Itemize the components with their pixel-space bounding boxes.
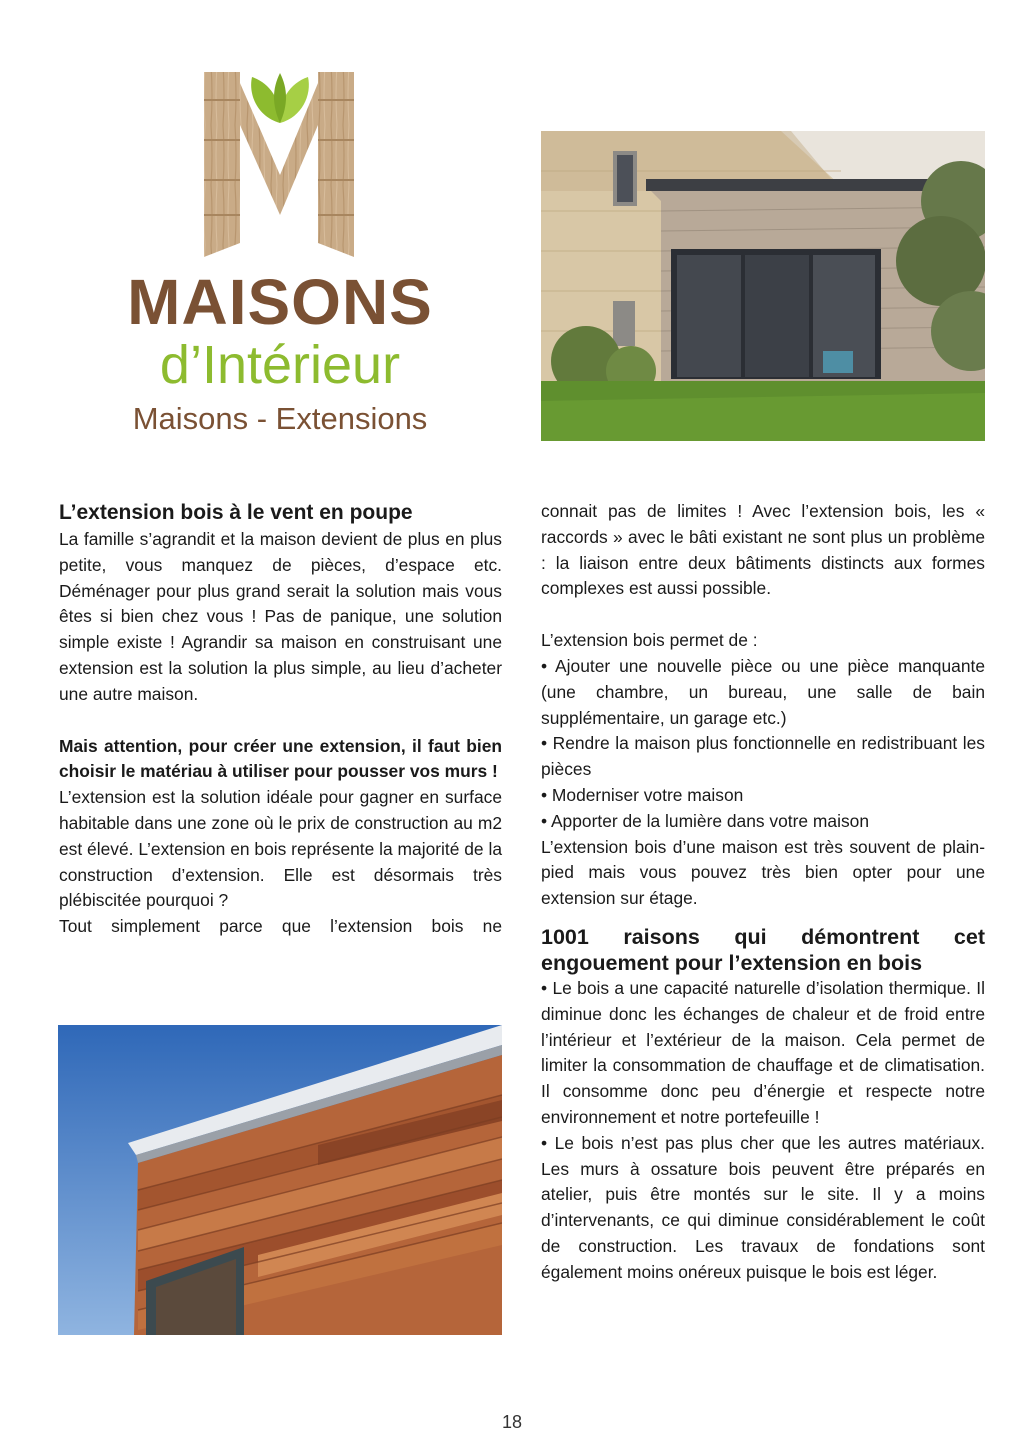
bullet-item: • Apporter de la lumière dans votre maison bbox=[541, 810, 869, 831]
left-column bbox=[59, 499, 502, 940]
conclusion-paragraph-start: Tout simplement parce que l’extension bois ne bbox=[59, 916, 502, 937]
list-intro: L’extension bois permet de : bbox=[541, 630, 758, 651]
house-extension-photo bbox=[541, 131, 985, 441]
brand-logo bbox=[100, 65, 460, 445]
intro-paragraph: La famille s’agrandit et la maison devient de plus en plus petite, vous manquez de pièces, d’espace etc. Déménager pour plus grand serait la solution mais vous êtes si bien chez vous ! Pas de panique, une solution simple existe ! Agrandir sa maison en construisant une extension est la solution la plus simple, au lieu d’acheter une autre maison. bbox=[59, 529, 502, 704]
bullet-item: • Rendre la maison plus fonctionnelle en redistribuant les pièces bbox=[541, 733, 985, 780]
bullet-item: • Ajouter une nouvelle pièce ou une pièce manquante (une chambre, un bureau, une salle de bain supplémentaire, un garage etc.) bbox=[541, 655, 985, 728]
brand-tagline: Maisons - Extensions bbox=[132, 401, 428, 436]
section-heading-reasons-line-2: engouement pour l’extension en bois bbox=[541, 950, 923, 975]
surface-paragraph: L’extension est la solution idéale pour gagner en surface habitable dans une zone où le prix de construction au m2 est élevé. L’extension en bois représente la majorité de la construction d’extension. Elle est désormais très plébiscitée pourquoi ? bbox=[59, 787, 502, 911]
page-number: 18 bbox=[501, 1412, 523, 1432]
section-heading-extension: L’extension bois à le vent en poupe bbox=[59, 501, 413, 524]
reason-item: • Le bois a une capacité naturelle d’isolation thermique. Il diminue donc les échanges de chaleur et de froid entre l’intérieur et l’extérieur de la maison. Cela permet de limiter la consommation de chauffage et de climatisation. Il consomme donc peu d’énergie et respecte notre environnement et notre portefeuille ! bbox=[541, 977, 985, 1127]
right-column bbox=[541, 499, 985, 1286]
bullet-item: • Moderniser votre maison bbox=[541, 784, 744, 805]
continued-paragraph: connait pas de limites ! Avec l’extension bois, les « raccords » avec le bâti existant ne sont plus un problème : la liaison entre deux bâtiments distincts aux formes complexes est aussi possible. bbox=[541, 501, 985, 599]
brand-name: MAISONS bbox=[127, 266, 433, 338]
brand-subtitle: d’Intérieur bbox=[159, 335, 401, 395]
reason-item: • Le bois n’est pas plus cher que les autres matériaux. Les murs à ossature bois peuvent être préparés en atelier, puis être montés sur le site. Il y a moins d’intervenants, ce qui diminue considérablement le coût de construction. Les travaux de fondations sont également moins onéreux puisque le bois est léger. bbox=[541, 1132, 985, 1282]
section-heading-reasons-line-1: 1001 raisons qui démontrent cet bbox=[541, 924, 985, 949]
after-list-paragraph: L’extension bois d’une maison est très souvent de plain-pied mais vous pouvez très bien opter pour une extension sur étage. bbox=[541, 836, 985, 909]
wooden-m-leaf-icon bbox=[100, 65, 460, 265]
wood-cladding-photo bbox=[58, 1025, 502, 1335]
warning-paragraph: Mais attention, pour créer une extension, il faut bien choisir le matériau à utiliser pour pousser vos murs ! bbox=[59, 735, 502, 782]
